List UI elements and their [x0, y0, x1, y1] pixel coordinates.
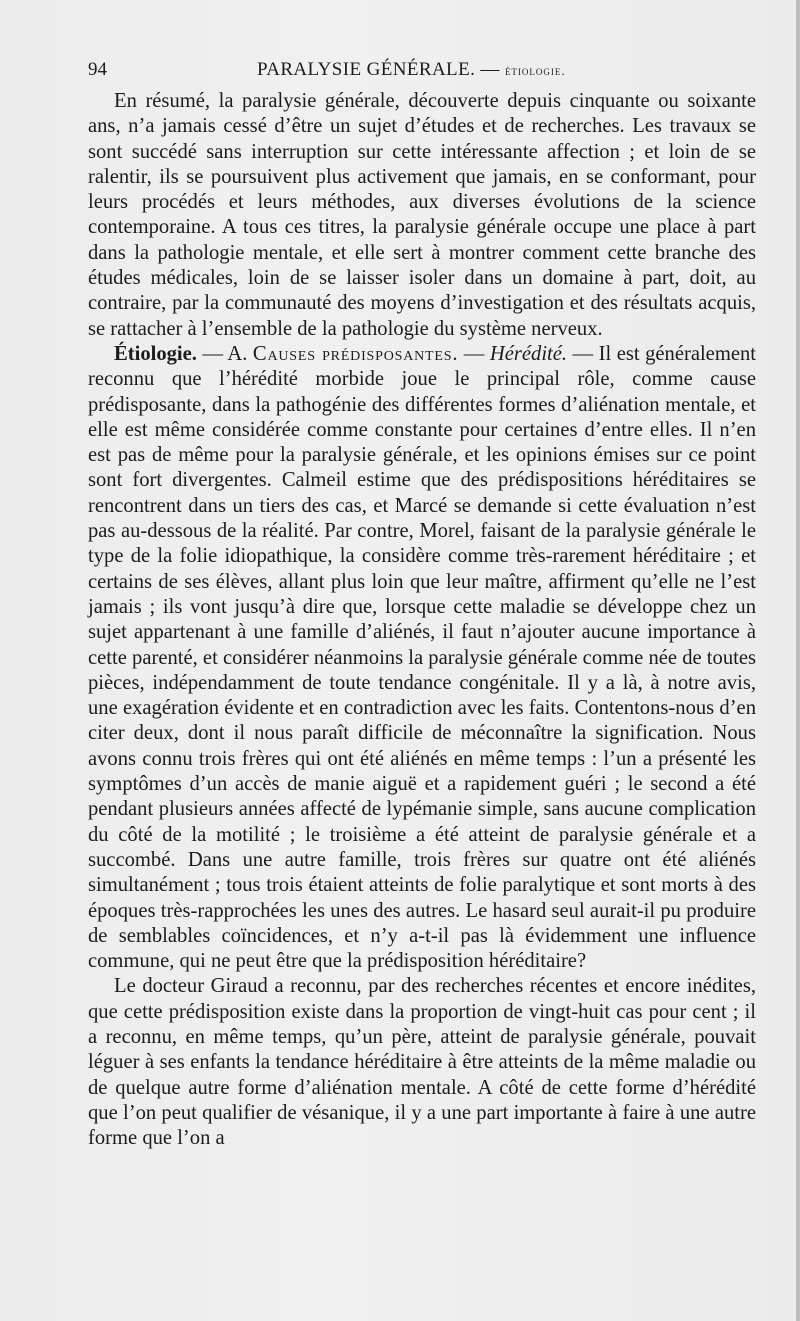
- paragraph-summary: En résumé, la paralysie générale, découverte depuis cinquante ou soixante ans, n’a jamais cessé d’être un sujet d’études et de recherches. Les travaux se sont succédé sans interruption sur cette intéressante affection ; et loin de se ralentir, ils se poursuivent plus activement que jamais, en se conformant, pour leurs procédés et leurs méthodes, aux diverses évolutions de la science contemporaine. A tous ces titres, la paralysie générale occupe une place à part dans la pathologie mentale, et elle sert à montrer comment cette branche des études médicales, loin de se laisser isoler dans un domaine à part, doit, au contraire, par la communauté des moyens d’investigation et des résultats acquis, se rattacher à l’ensemble de la pathologie du système nerveux.: [88, 90, 756, 340]
- section-heading: Étiologie.: [114, 342, 197, 365]
- paragraph-giraud: Le docteur Giraud a reconnu, par des recherches récentes et encore inédites, que cette prédisposition existe dans la proportion de vingt-huit cas pour cent ; il a reconnu, en même temps, qu’un père, atteint de paralysie générale, pouvait léguer à ses enfants la tendance héréditaire à être atteints de la même maladie ou de quelque autre forme d’aliénation mentale. A côté de cette forme d’hérédité que l’on peut qualifier de vésanique, il y a une part importante à faire à une autre forme que l’on a: [88, 975, 756, 1150]
- heading-dash: —: [567, 342, 599, 365]
- topic-heading: Hérédité.: [489, 342, 568, 365]
- running-title: [257, 57, 566, 84]
- running-title-section: étiologie.: [504, 63, 566, 78]
- subsection-heading: Causes prédisposantes.: [252, 342, 459, 365]
- paragraph-etiology-text: Il est généralement reconnu que l’hérédité morbide joue le principal rôle, comme cause prédisposante, dans la pathogénie des différentes formes d’aliénation mentale, et elle est même considérée comme constante pour certaines d’entre elles. Il n’en est pas de même pour la paralysie générale, et les opinions émises sur ce point sont fort divergentes. Calmeil estime que des prédispositions héréditaires se rencontrent dans un tiers des cas, et Marcé se demande si cette évaluation n’est pas au-dessous de la réalité. Par contre, Morel, faisant de la paralysie générale le type de la folie idiopathique, la considère comme très-rarement héréditaire ; et certains de ses élèves, allant plus loin que leur maître, affirment qu’elle ne l’est jamais ; ils vont jusqu’à dire que, lorsque cette maladie se développe chez un sujet appartenant à une famille d’aliénés, il faut n’ajouter aucune importance à cette parenté, et considérer néanmoins la paralysie générale comme née de toutes pièces, indépendamment de toute tendance congénitale. Il y a là, à notre avis, une exagération évidente et en contradiction avec les faits. Contentons-nous d’en citer deux, dont il nous paraît difficile de méconnaître la signification. Nous avons connu trois frères qui ont été aliénés en même temps : l’un a présenté les symptômes d’un accès de manie aiguë et a rapidement guéri ; le second a été pendant plusieurs années affecté de lypémanie simple, sans aucune complication du côté de la motilité ; le troisième a été atteint de paralysie générale et a succombé. Dans une autre famille, trois frères sur quatre ont été aliénés simultanément ; tous trois étaient atteints de folie paralytique et sont morts à des époques très-rapprochées les unes des autres. Le hasard seul aurait-il pu produire de semblables coïncidences, et n’y a-t-il pas là évidemment une influence commune, qui ne peut être que la prédisposition héréditaire?: [88, 342, 756, 973]
- heading-dash: — A.: [196, 342, 253, 365]
- running-header: [88, 57, 756, 83]
- running-title-separator: —: [475, 59, 505, 80]
- page-edge: [796, 0, 800, 1321]
- body-text: [88, 89, 756, 1151]
- page-number: 94: [88, 59, 107, 80]
- heading-dash: —: [458, 342, 490, 365]
- paragraph-etiology: [88, 342, 756, 974]
- running-title-main: PARALYSIE GÉNÉRALE.: [257, 59, 476, 80]
